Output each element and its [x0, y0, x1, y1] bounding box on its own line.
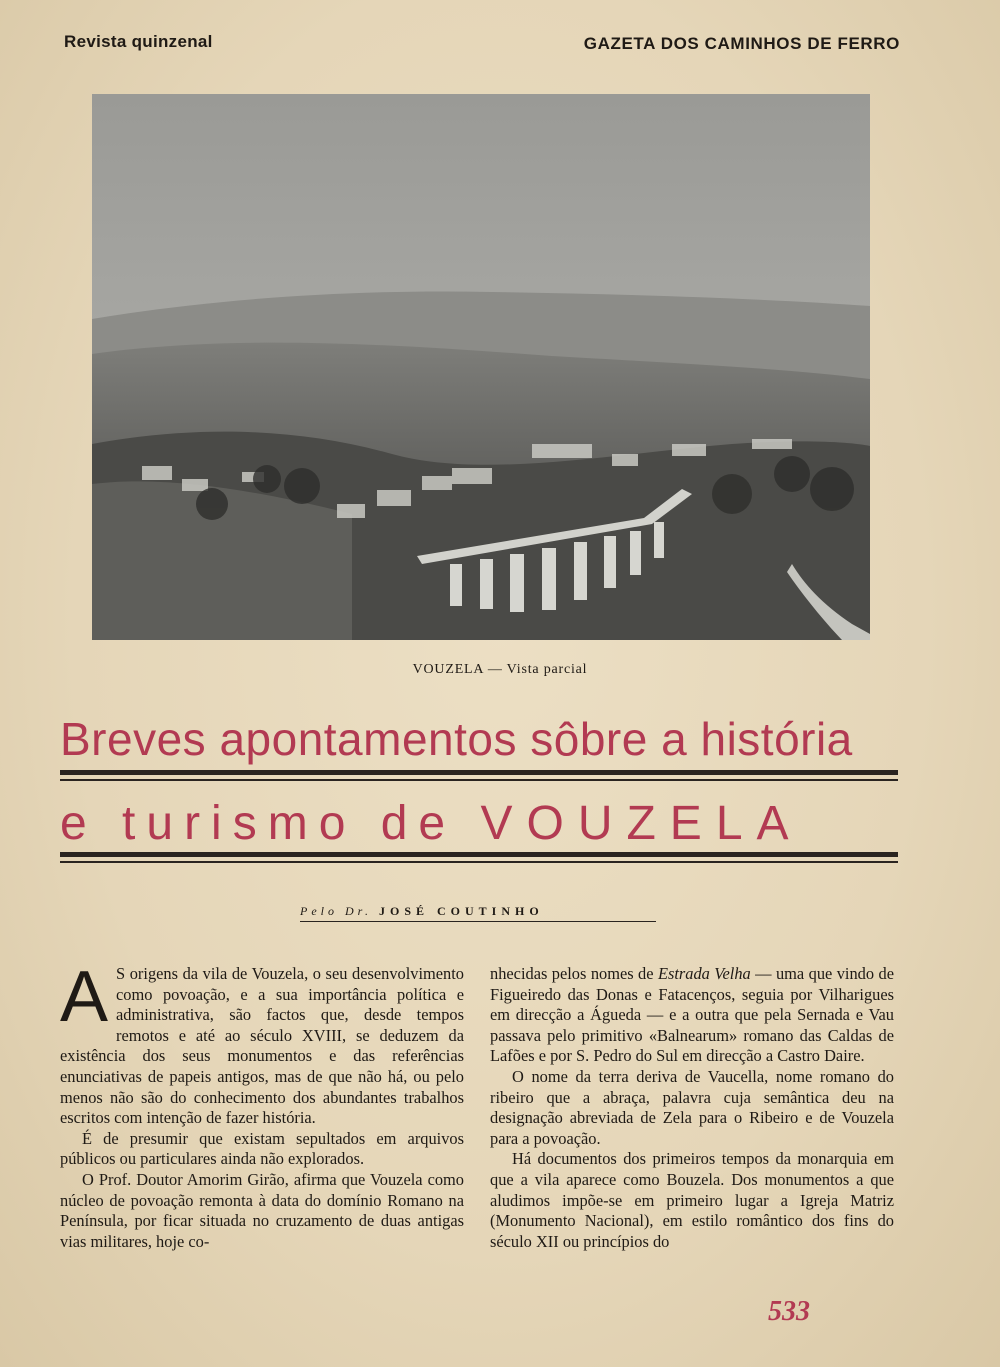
running-header-right: GAZETA DOS CAMINHOS DE FERRO — [583, 34, 900, 53]
article-title-line2 — [60, 796, 900, 851]
paragraph — [60, 957, 464, 1129]
title-rule-thick-2 — [60, 852, 898, 857]
paragraph: É de presumir que existam sepultados em arquivos públicos ou particulares ainda não explorados. — [60, 1128, 464, 1169]
title-line2-prefix: e turismo de — [60, 797, 457, 850]
byline-rule — [300, 921, 656, 922]
title-rule-thin — [60, 779, 898, 781]
byline — [300, 904, 660, 919]
byline-prefix: Pelo Dr. — [300, 904, 372, 918]
running-header-left: Revista quinzenal — [64, 32, 213, 51]
road-name: Estrada Velha — [657, 964, 751, 983]
paragraph: O nome da terra deriva de Vaucella, nome romano do ribeiro que a abraça, palavra cuja semântica deu na designação abreviada de Zela para o Ribeiro e de Vouzela para a povoação. — [490, 1066, 894, 1148]
photo-caption: VOUZELA — Vista parcial — [412, 662, 588, 677]
title-place-name: VOUZELA — [480, 797, 803, 850]
drop-cap: A — [60, 957, 109, 1037]
paragraph — [490, 964, 894, 1067]
paragraph-text: nhecidas pelos nomes de — [490, 964, 658, 983]
paragraph-text: S origens da vila de Vouzela, o seu desenvolvimento como povoação, e a sua importância política e administrativa, são factos que, desde tempos remotos e até ao século XVIII, se deduzem da existência dos seus monumentos e das referências enunciativas de papeis antigos, mas de que não há, ou pelo menos não são do conhecimento dos abundantes trabalhos escritos com intenção de fazer história. — [60, 964, 464, 1128]
title-rule-thin-2 — [60, 861, 898, 863]
paragraph: Há documentos dos primeiros tempos da monarquia em que a vila aparece como Bouzela. Dos monumentos a que aludimos impõe-se em primeiro lugar a Igreja Matriz (Monumento Nacional), em estilo romântico dos fins do século XII ou princípios do — [490, 1149, 894, 1251]
page-number: 533 — [768, 1296, 810, 1327]
article-title-line1: Breves apontamentos sôbre a história — [60, 713, 853, 765]
vouzela-photograph — [92, 94, 870, 640]
article-column-right — [490, 964, 894, 1252]
author-name: JOSÉ COUTINHO — [379, 904, 544, 918]
paragraph-text: — uma que vindo de Figueiredo das Donas e Fatacenços, seguia por Vilharigues em direcção a Águeda — e a outra que pela Sernada e Vau passava pelo primitivo «Balnearum» romano das Caldas de Lafões e por S. Pedro do Sul em direcção a Castro Daire. — [490, 964, 894, 1066]
title-rule-thick — [60, 770, 898, 775]
article-column-left — [60, 957, 464, 1252]
paragraph: O Prof. Doutor Amorim Girão, afirma que Vouzela como núcleo de povoação remonta à data do domínio Romano na Península, por ficar situada no cruzamento de duas antigas vias militares, hoje co- — [60, 1169, 464, 1251]
